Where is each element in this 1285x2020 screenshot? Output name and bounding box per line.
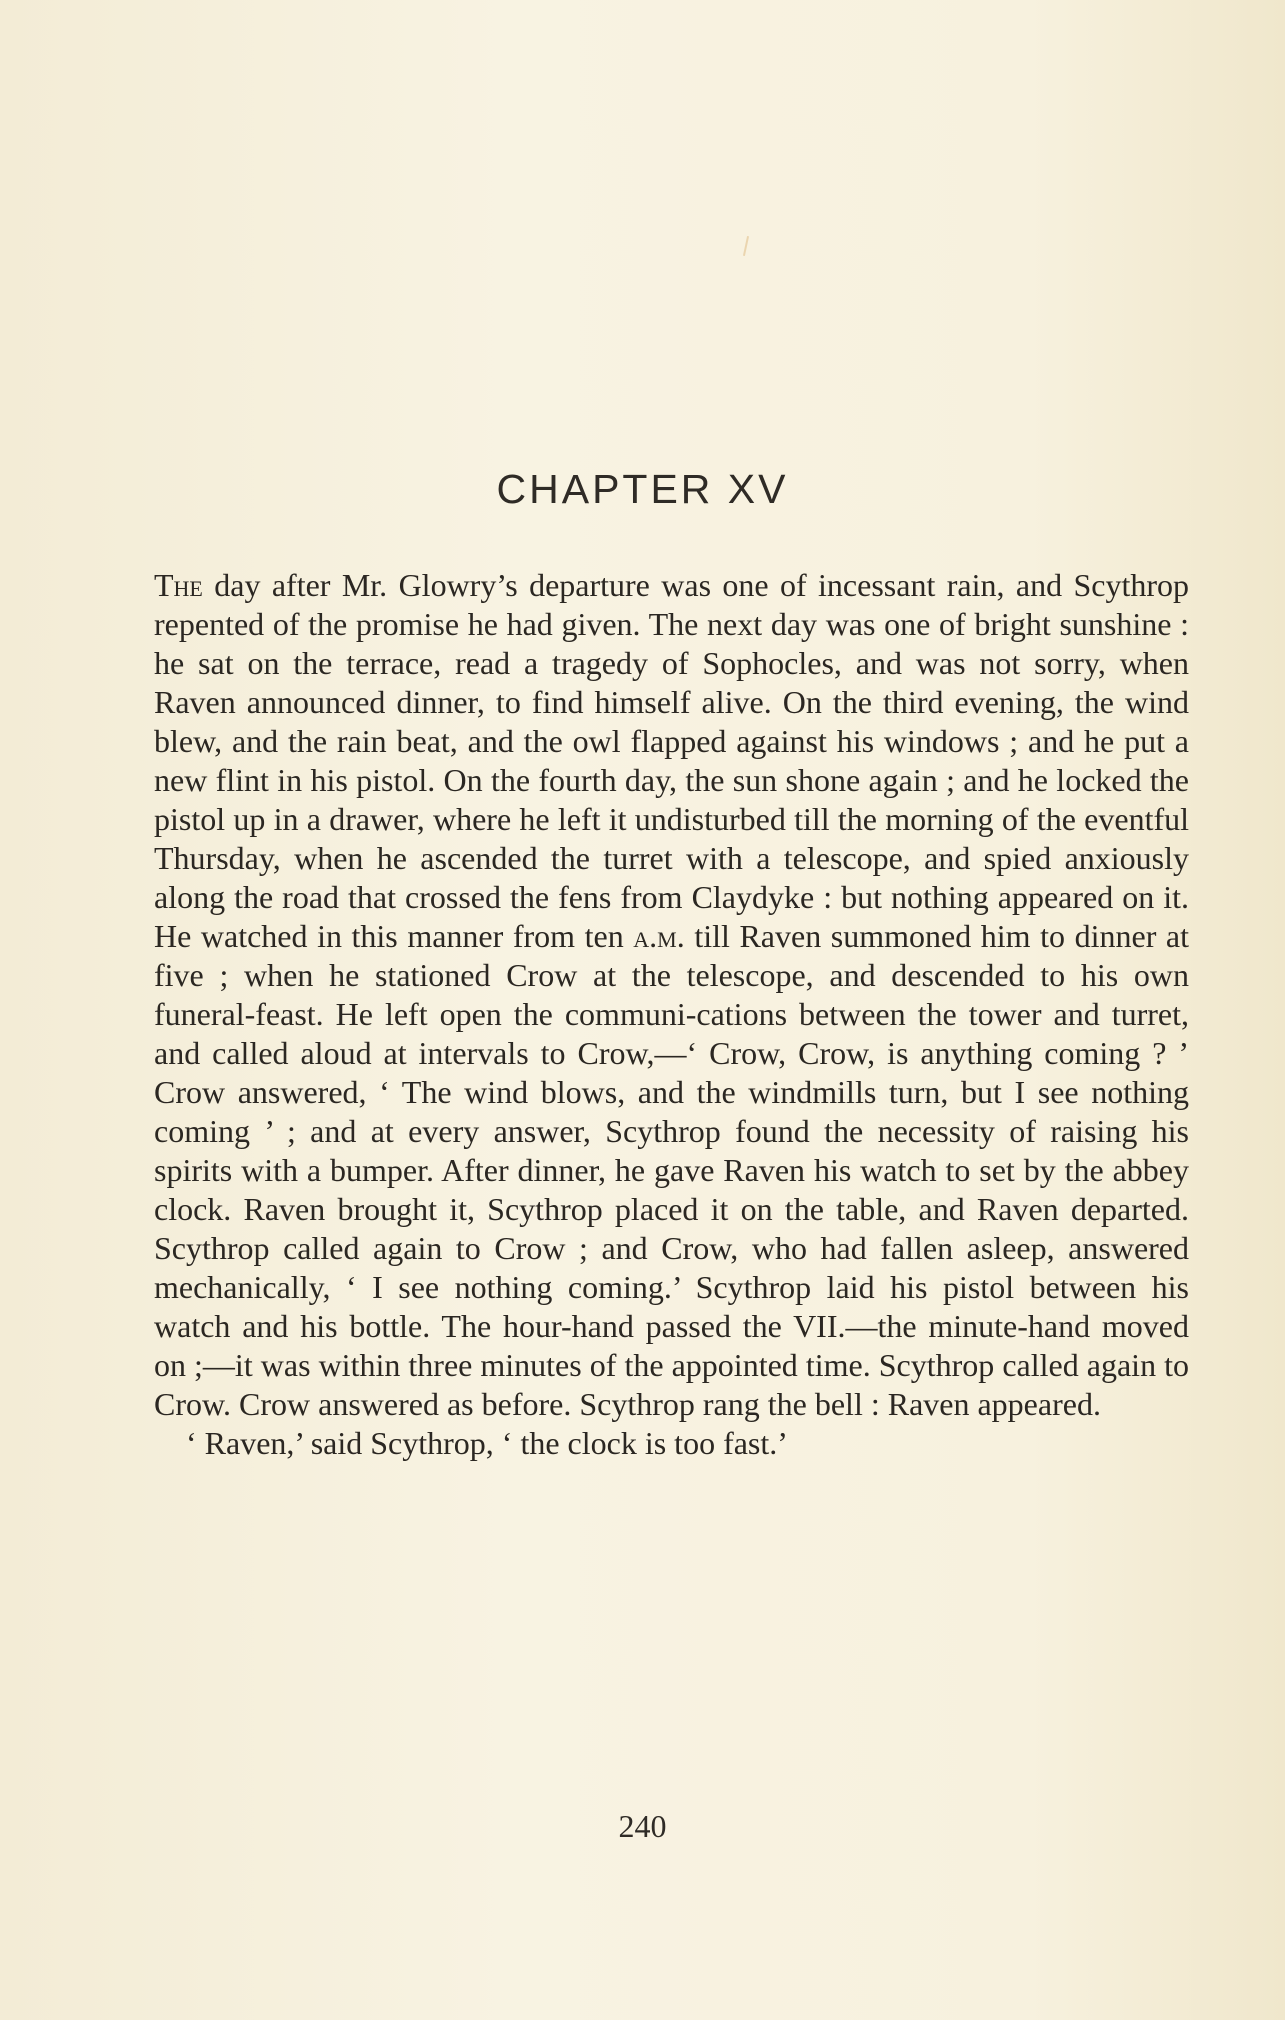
chapter-body [154, 566, 1189, 1463]
paragraph-2: ‘ Raven,’ said Scythrop, ‘ the clock is too fast.’ [186, 1425, 788, 1461]
paragraph-1-text-cont: till Raven summoned him to dinner at five ; when he stationed Crow at the telescope, and descended to his own funeral-feast. He left open the communi-cations between the tower and turret, and called aloud at intervals to Crow,—‘ Crow, Crow, is anything coming ? ’ Crow answered, ‘ The wind blows, and the windmills turn, but I see nothing coming ’ ; and at every answer, Scythrop found the necessity of raising his spirits with a bumper. After dinner, he gave Raven his watch to set by the abbey clock. Raven brought it, Scythrop placed it on the table, and Raven departed. Scythrop called again to Crow ; and Crow, who had fallen asleep, answered mechanically, ‘ I see nothing coming.’ Scythrop laid his pistol between his watch and his bottle. The hour-hand passed the VII.—the minute-hand moved on ;—it was within three minutes of the appointed time. Scythrop called again to Crow. Crow answered as before. Scythrop rang the bell : Raven appeared. [154, 918, 1190, 1422]
chapter-title: CHAPTER XV [496, 466, 789, 512]
time-abbreviation: a.m. [633, 918, 685, 954]
paper-speck [743, 236, 749, 256]
paragraph-1 [154, 566, 1189, 1424]
paragraph-lead-word: The [154, 567, 203, 603]
paragraph-1-text: day after Mr. Glowry’s departure was one of incessant rain, and Scythrop repented of the promise he had given. The next day was one of bright sunshine : he sat on the terrace, read a tragedy of Sophocles, and was not sorry, when Raven announced dinner, to find himself alive. On the third evening, the wind blew, and the rain beat, and the owl flapped against his windows ; and he put a new flint in his pistol. On the fourth day, the sun shone again ; and he locked the pistol up in a drawer, where he left it undisturbed till the morning of the eventful Thursday, when he ascended the turret with a telescope, and spied anxiously along the road that crossed the fens from Claydyke : but nothing appeared on it. He watched in this manner from ten [154, 567, 1189, 954]
page-number: 240 [618, 1808, 667, 1844]
